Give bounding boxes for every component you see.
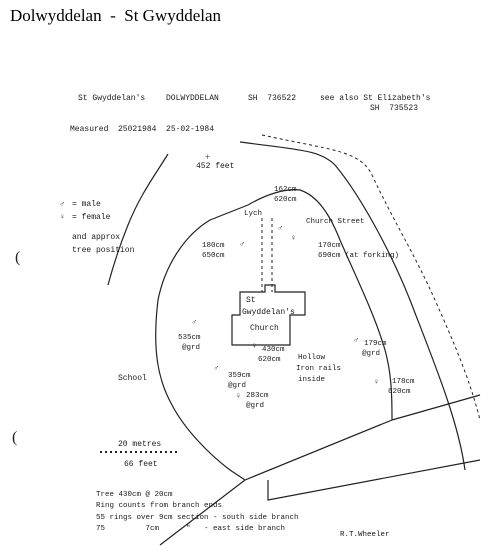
lane-left-line bbox=[160, 480, 245, 545]
legend-female-icon: ♀ bbox=[60, 213, 65, 222]
church-street-label: Church Street bbox=[306, 218, 365, 226]
tree-430-girth: 620cm bbox=[258, 356, 281, 364]
scale-metres: 20 metres bbox=[118, 440, 162, 449]
legend-male-icon: ♂ bbox=[60, 200, 65, 209]
tree-535-girth: @grd bbox=[182, 344, 201, 352]
church-label-1: St bbox=[246, 296, 256, 305]
margin-mark-2: ( bbox=[12, 429, 18, 446]
church-name: St Gwyddelan's bbox=[78, 94, 146, 103]
tree-170-size: 170cm bbox=[318, 242, 341, 250]
church-label-3: Church bbox=[250, 324, 279, 333]
legend-female: = female bbox=[72, 213, 111, 222]
measured-date: Measured 25021984 25-02-1984 bbox=[70, 125, 215, 134]
tree-178-girth: 620cm bbox=[388, 388, 411, 396]
tree-283-girth: @grd bbox=[246, 402, 265, 410]
elevation-mark: + bbox=[205, 152, 211, 162]
place-name: DOLWYDDELAN bbox=[166, 94, 219, 103]
legend-male: = male bbox=[72, 200, 101, 209]
tree-359-size: 359cm bbox=[228, 372, 251, 380]
tree-179-girth: @grd bbox=[362, 350, 381, 358]
margin-mark-1: ( bbox=[15, 249, 21, 266]
see-also-line2: SH 735523 bbox=[370, 104, 419, 113]
tree-180-size: 180cm bbox=[202, 242, 225, 250]
tree-178-size: 178cm bbox=[392, 378, 415, 386]
note-line-3: 55 rings over 9cm section - south side branch bbox=[96, 514, 299, 522]
elevation: 452 feet bbox=[196, 162, 235, 171]
hollow-label-3: inside bbox=[298, 376, 326, 384]
field-boundary-curve bbox=[108, 154, 168, 285]
tree-535-size: 535cm bbox=[178, 334, 201, 342]
tree-283-female-icon: ♀ bbox=[236, 392, 241, 401]
lane-box bbox=[268, 460, 480, 500]
note-line-2: Ring counts from branch ends bbox=[96, 502, 223, 510]
church-label-2: Gwyddelan's bbox=[242, 308, 295, 317]
tree-179-male-icon: ♂ bbox=[354, 336, 359, 345]
tree-180-girth: 650cm bbox=[202, 252, 225, 260]
tree-359-girth: @grd bbox=[228, 382, 247, 390]
school-label: School bbox=[118, 374, 147, 383]
tree-283-size: 283cm bbox=[246, 392, 269, 400]
tree-359-male-icon: ♂ bbox=[214, 364, 219, 373]
tree-178-female-icon: ♀ bbox=[374, 378, 379, 387]
author-signature: R.T.Wheeler bbox=[340, 531, 390, 539]
tree-535-male-icon: ♂ bbox=[192, 318, 197, 327]
tree-430-size: 430cm bbox=[262, 346, 285, 354]
see-also-line1: see also St Elizabeth's bbox=[320, 94, 431, 103]
road-line-dashed bbox=[262, 135, 480, 420]
legend-approx-1: and approx bbox=[72, 233, 121, 242]
tree-162-girth: 620cm bbox=[274, 196, 297, 204]
note-line-4: 75 7cm " - east side branch bbox=[96, 525, 286, 533]
hollow-label-2: Iron rails bbox=[296, 365, 342, 373]
lane-right-line bbox=[392, 395, 480, 420]
lych-label: Lych bbox=[244, 210, 263, 218]
note-line-1: Tree 430cm @ 20cm bbox=[96, 491, 173, 499]
tree-179-size: 179cm bbox=[364, 340, 387, 348]
legend-approx-2: tree position bbox=[72, 246, 135, 255]
tree-170-female-icon: ♀ bbox=[291, 234, 296, 243]
tree-162-size: 162cm bbox=[274, 186, 297, 194]
tree-170-girth: 690cm (at forking) bbox=[318, 252, 400, 260]
tree-430-female-icon: ♀ bbox=[252, 342, 257, 351]
tree-162-male-icon: ♂ bbox=[278, 224, 283, 233]
hollow-label-1: Hollow bbox=[298, 354, 326, 362]
scale-feet: 66 feet bbox=[124, 460, 158, 469]
page-title: Dolwyddelan - St Gwyddelan bbox=[10, 6, 222, 25]
tree-180-male-icon: ♂ bbox=[240, 240, 245, 249]
grid-ref: SH 736522 bbox=[248, 94, 297, 103]
